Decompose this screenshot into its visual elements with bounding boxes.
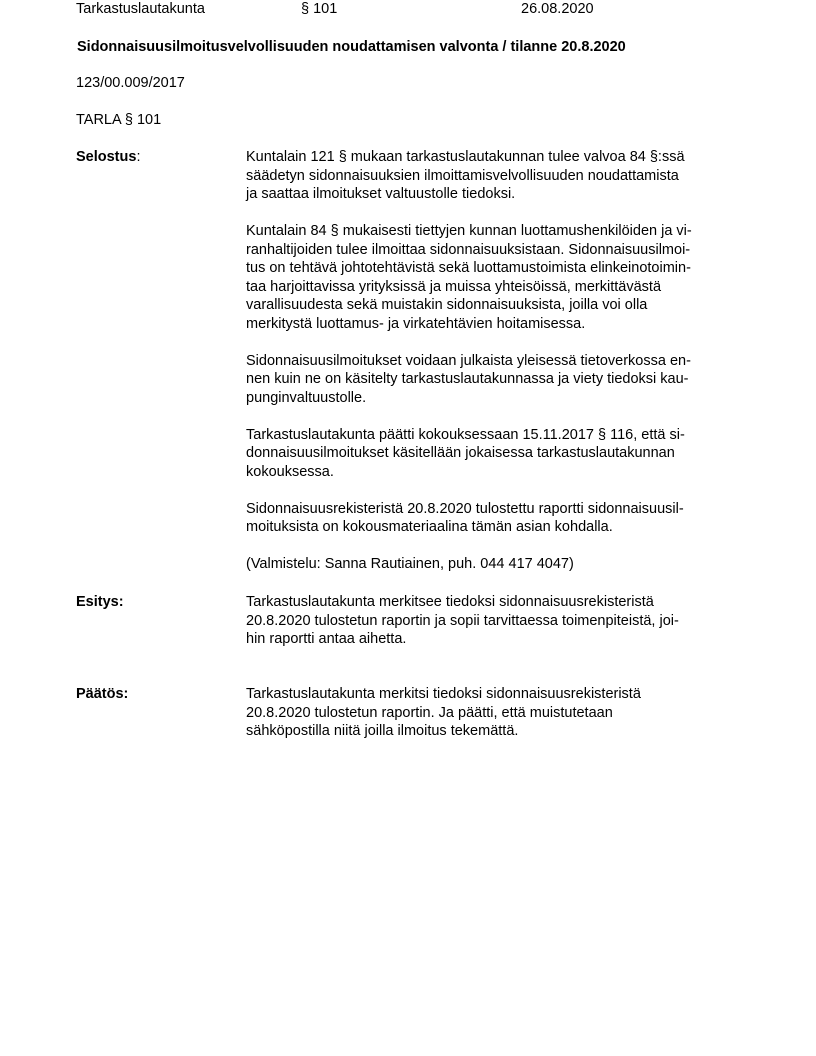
header-section: § 101 <box>301 1 338 17</box>
esitys-body <box>246 593 746 649</box>
selostus-paragraph: Kuntalain 121 § mukaan tarkastuslautakunnan tulee valvoa 84 §:ssä säädetyn sidonnaisuuksien ilmoittamisvelvollisuuden noudattamista ja saattaa ilmoitukset valtuustolle tiedoksi. <box>246 149 685 202</box>
paatos-label <box>76 685 236 704</box>
selostus-label <box>76 148 236 167</box>
document-header <box>76 0 776 18</box>
selostus-paragraph: Sidonnaisuusrekisteristä 20.8.2020 tulostettu raportti sidonnaisuusil- moituksista on kokousmateriaalina tämän asian kohdalla. <box>246 500 684 535</box>
selostus-body <box>246 148 746 574</box>
paatos-paragraph: Tarkastuslautakunta merkitsi tiedoksi sidonnaisuusrekisteristä 20.8.2020 tulostetun raportin. Ja päätti, että muistutetaan sähköpostilla niitä joilla ilmoitus tekemättä. <box>246 686 641 739</box>
selostus-paragraph: Sidonnaisuusilmoitukset voidaan julkaista yleisessä tietoverkossa en- nen kuin ne on käsitelty tarkastuslautakunnassa ja viety tiedoksi kau- punginvaltuustolle. <box>246 352 691 406</box>
esitys-paragraph: Tarkastuslautakunta merkitsee tiedoksi sidonnaisuusrekisteristä 20.8.2020 tulostetun raportin ja sopii tarvittaessa toimenpiteistä, joi- hin raportti antaa aihetta. <box>246 594 679 647</box>
section-reference: TARLA § 101 <box>76 112 162 128</box>
selostus-paragraph: (Valmistelu: Sanna Rautiainen, puh. 044 417 4047) <box>246 556 574 572</box>
selostus-label-text: Selostus <box>76 149 137 165</box>
header-committee: Tarkastuslautakunta <box>76 1 205 17</box>
selostus-label-colon: : <box>136 149 141 165</box>
esitys-label <box>76 593 236 612</box>
diary-number: 123/00.009/2017 <box>76 75 185 91</box>
selostus-paragraph: Kuntalain 84 § mukaisesti tiettyjen kunnan luottamushenkilöiden ja vi- ranhaltijoiden tulee ilmoittaa sidonnaisuuksistaan. Sidonnaisuusilmoi- tus on tehtävä johtotehtävistä sekä luottamustoimista elinkeinotoimin- taa harjoittavissa yrityksissä ja muissa yhteisöissä, merkittävästä varallisuudesta sekä muistakin sidonnaisuuksista, joilla voi olla merkitystä luottamus- ja virkatehtävien hoitamisessa. <box>246 223 692 332</box>
selostus-paragraph: Tarkastuslautakunta päätti kokouksessaan 15.11.2017 § 116, että si- donnaisuusilmoitukset käsitellään jokaisessa tarkastuslautakunnan kokouksessa. <box>246 426 685 480</box>
document-title: Sidonnaisuusilmoitusvelvollisuuden noudattamisen valvonta / tilanne 20.8.2020 <box>77 39 626 55</box>
header-date: 26.08.2020 <box>521 1 594 17</box>
paatos-body <box>246 685 746 741</box>
esitys-label-text: Esitys: <box>76 594 124 610</box>
paatos-label-text: Päätös: <box>76 686 129 702</box>
